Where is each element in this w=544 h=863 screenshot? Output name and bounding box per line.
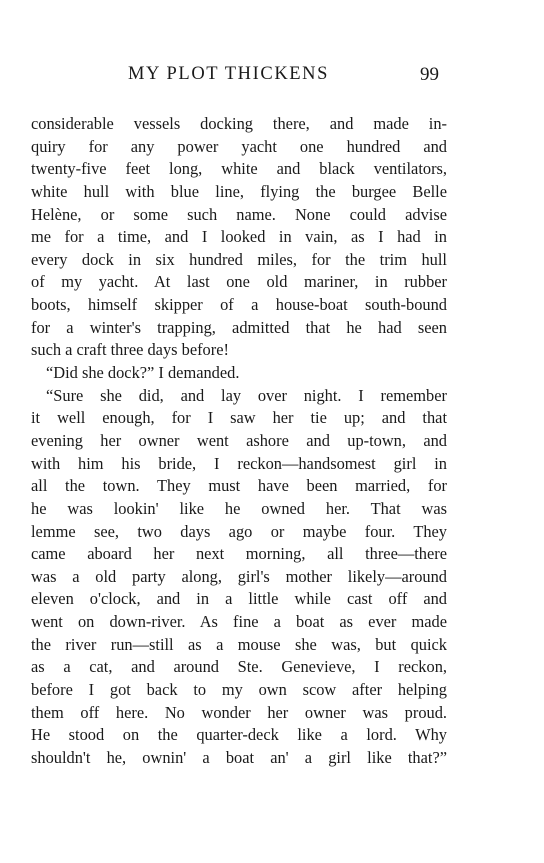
text-line: He stood on the quarter-deck like a lord. Why <box>31 725 447 745</box>
text-line: Helène, or some such name. None could advise <box>31 204 447 224</box>
text-line: considerable vessels docking there, and made in- <box>31 114 447 133</box>
body-text <box>31 113 447 770</box>
chapter-running-title: MY PLOT THICKENS <box>128 64 330 84</box>
running-head <box>0 64 544 88</box>
text-line: twenty-five feet long, white and black ventilators, <box>31 159 447 179</box>
text-line: white hull with blue line, flying the burgee Belle <box>31 181 447 201</box>
text-line: came aboard her next morning, all three—there <box>31 544 447 564</box>
text-line: eleven o'clock, and in a little while cast off and <box>31 589 447 609</box>
text-line: went on down-river. As fine a boat as ever made <box>31 612 447 632</box>
text-line: “Sure she did, and lay over night. I remember <box>46 385 447 405</box>
text-line: he was lookin' like he owned her. That was <box>31 498 447 518</box>
text-line: it well enough, for I saw her tie up; and that <box>31 408 447 428</box>
text-line: every dock in six hundred miles, for the trim hull <box>31 249 447 269</box>
text-line: me for a time, and I looked in vain, as I had in <box>31 227 447 247</box>
text-line: them off here. No wonder her owner was proud. <box>31 702 447 722</box>
text-line: as a cat, and around Ste. Genevieve, I reckon, <box>31 657 447 677</box>
text-line: was a old party along, girl's mother likely—around <box>31 566 447 586</box>
text-line: before I got back to my own scow after helping <box>31 680 447 700</box>
text-line: all the town. They must have been married, for <box>31 476 447 496</box>
text-line: lemme see, two days ago or maybe four. They <box>31 521 447 541</box>
text-line: such a craft three days before! <box>31 340 229 360</box>
text-line: for a winter's trapping, admitted that he had seen <box>31 317 447 337</box>
text-line: the river run—still as a mouse she was, but quick <box>31 634 447 654</box>
text-line: with him his bride, I reckon—handsomest girl in <box>31 453 447 473</box>
text-line: boots, himself skipper of a house-boat south-bound <box>31 295 447 315</box>
text-line: evening her owner went ashore and up-town, and <box>31 430 447 450</box>
text-line: quiry for any power yacht one hundred and <box>31 136 447 156</box>
page-number: 99 <box>420 64 439 85</box>
text-line: “Did she dock?” I demanded. <box>46 363 240 383</box>
text-line: of my yacht. At last one old mariner, in rubber <box>31 272 447 292</box>
text-line: shouldn't he, ownin' a boat an' a girl like that?” <box>31 747 447 767</box>
